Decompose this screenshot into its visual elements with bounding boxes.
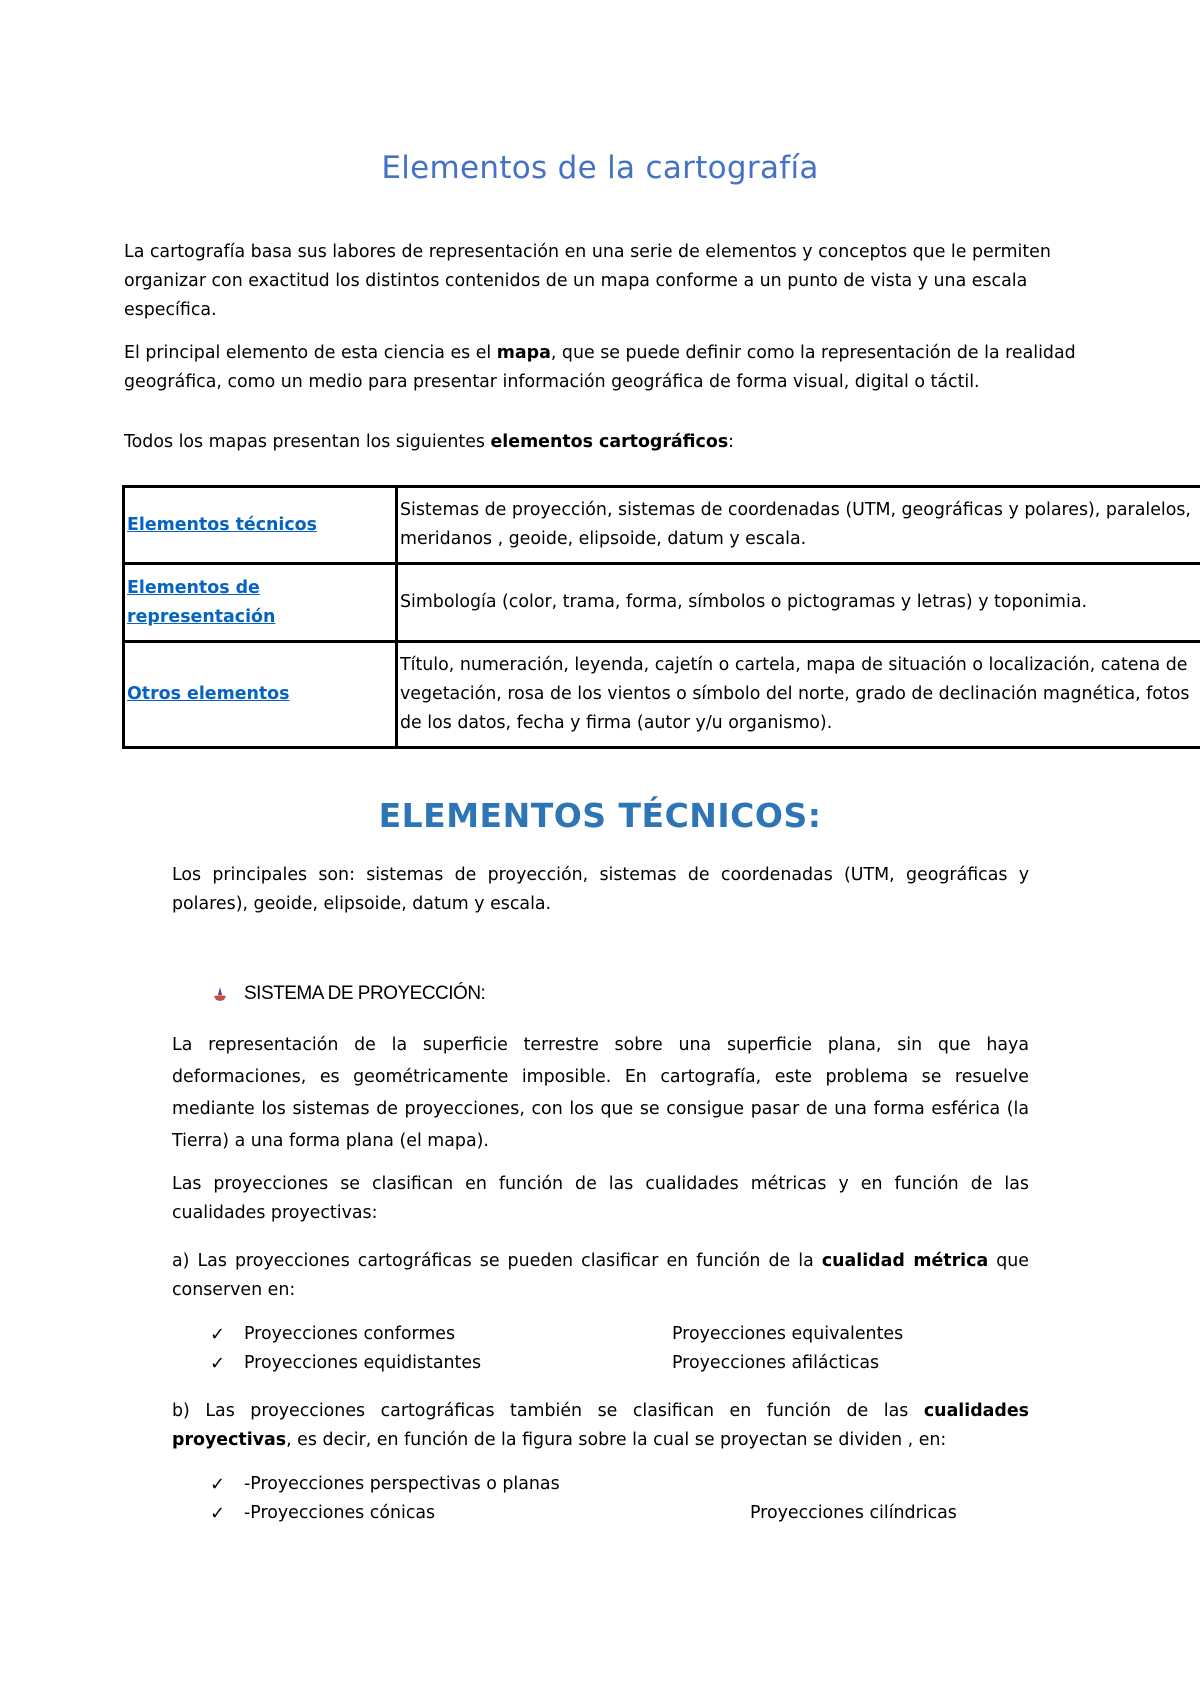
- p4-text-end: que conserven en:: [172, 1251, 1029, 1300]
- list-item-left: Proyecciones equidistantes: [244, 1353, 482, 1373]
- table-cell-text: Título, numeración, leyenda, cajetín o cartela, mapa de situación o localización, catena de vegetación, rosa de los vientos o símbolo del norte, grado de declinación magnética, fotos de los datos, fecha y firma (autor y/u organismo).: [397, 642, 1200, 748]
- document-title: Elementos de la cartografía: [381, 150, 819, 186]
- section-paragraph-2: La representación de la superficie terrestre sobre una superficie plana, sin que haya deformaciones, es geométricamente imposible. En cartografía, este problema se resuelve mediante los sistemas de proyecciones, con los que se consigue pasar de una forma esférica (la Tierra) a una forma plana (el mapa).: [172, 1035, 1029, 1151]
- check-icon: ✓: [210, 1503, 226, 1524]
- table-row: [124, 564, 1200, 642]
- table-cell-link: [124, 642, 397, 748]
- list-item-left: -Proyecciones cónicas: [244, 1503, 436, 1523]
- intro-paragraph-1: La cartografía basa sus labores de representación en una serie de elementos y conceptos que le permiten organizar con exactitud los distintos contenidos de un mapa conforme a un punto de vista y una escala específica.: [124, 242, 1051, 320]
- list-item-right: Proyecciones cilíndricas: [750, 1503, 957, 1523]
- p4-bold: cualidad métrica: [821, 1251, 989, 1271]
- table-row: [124, 487, 1200, 564]
- check-icon: ✓: [210, 1474, 226, 1495]
- list-item-right: Proyecciones afilácticas: [672, 1353, 880, 1373]
- section-paragraph-4: [172, 1247, 1029, 1305]
- check-icon: ✓: [210, 1324, 226, 1345]
- intro-paragraph-2: [124, 339, 1084, 397]
- section-heading: ELEMENTOS TÉCNICOS:: [378, 796, 822, 835]
- p5-text-end: , es decir, en función de la figura sobre la cual se proyectan se dividen , en:: [286, 1430, 947, 1450]
- table-cell-link: [124, 564, 397, 642]
- list-item-left: Proyecciones conformes: [244, 1324, 456, 1344]
- p5-text: b) Las proyecciones cartográficas también se clasifican en función de las: [172, 1401, 924, 1421]
- list-item: [210, 1499, 1010, 1528]
- sub-heading-text: SISTEMA DE PROYECCIÓN:: [244, 983, 486, 1004]
- sub-heading: [212, 983, 485, 1005]
- list-item: [210, 1320, 1010, 1349]
- elements-table: [122, 485, 1200, 749]
- table-row: [124, 642, 1200, 748]
- link-elementos-representacion[interactable]: Elementos de representación: [127, 577, 276, 627]
- list-item-left: -Proyecciones perspectivas o planas: [244, 1474, 560, 1494]
- intro-p2-text: El principal elemento de esta ciencia es el: [124, 343, 497, 363]
- intro-p2-text-end: , que se puede definir como la representación de la realidad geográfica, como un medio para presentar información geográfica de forma visual, digital o táctil.: [124, 343, 1076, 392]
- projective-checklist: [210, 1470, 1010, 1528]
- table-cell-text: Sistemas de proyección, sistemas de coordenadas (UTM, geográficas y polares), paralelos, meridanos , geoide, elipsoide, datum y escala.: [397, 487, 1200, 564]
- section-paragraph-5: [172, 1397, 1029, 1455]
- p4-text: a) Las proyecciones cartográficas se pueden clasificar en función de la: [172, 1251, 822, 1271]
- p5-bold: cualidades proyectivas: [172, 1401, 1029, 1450]
- intro-p2-bold: mapa: [496, 343, 551, 363]
- metric-checklist: [210, 1320, 1010, 1378]
- table-cell-text: Simbología (color, trama, forma, símbolos o pictogramas y letras) y toponimia.: [397, 564, 1200, 642]
- arrow-bullet-icon: [212, 986, 228, 1002]
- link-elementos-tecnicos[interactable]: Elementos técnicos: [127, 514, 317, 535]
- check-icon: ✓: [210, 1353, 226, 1374]
- list-item: [210, 1470, 1010, 1499]
- list-item-right: Proyecciones equivalentes: [672, 1324, 904, 1344]
- list-item: [210, 1349, 1010, 1378]
- intro-paragraph-3: [124, 428, 1084, 457]
- table-cell-link: [124, 487, 397, 564]
- intro-p3-bold: elementos cartográficos: [490, 432, 729, 452]
- intro-p3-colon: :: [728, 432, 735, 452]
- section-paragraph-1: Los principales son: sistemas de proyección, sistemas de coordenadas (UTM, geográficas y polares), geoide, elipsoide, datum y escala.: [172, 865, 1029, 914]
- link-otros-elementos[interactable]: Otros elementos: [127, 684, 290, 704]
- intro-p3-text: Todos los mapas presentan los siguientes: [124, 432, 491, 452]
- section-paragraph-3: Las proyecciones se clasifican en función de las cualidades métricas y en función de las cualidades proyectivas:: [172, 1174, 1029, 1223]
